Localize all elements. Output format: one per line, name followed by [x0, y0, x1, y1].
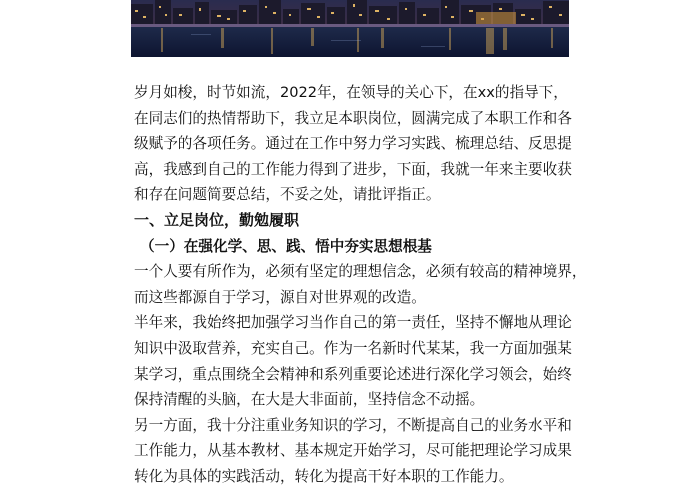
city-night-skyline [131, 0, 569, 57]
article-body [134, 80, 587, 490]
text-line: 工作能力，从基本教材、基本规定开始学习，尽可能把理论学习成果 [134, 442, 572, 460]
text-line: 一个人要有所作为，必须有坚定的理想信念，必须有较高的精神境界， [134, 263, 587, 281]
text-line: 高，我感到自己的工作能力得到了进步，下面，我就一年来主要收获 [134, 160, 572, 178]
text-line: 而这些都源自于学习，源自对世界观的改造。 [134, 288, 426, 306]
subsection-heading: （一）在强化学、思、践、悟中夯实思想根基 [140, 237, 432, 255]
text-line: 另一方面，我十分注重业务知识的学习，不断提高自己的业务水平和 [134, 416, 572, 434]
text-line: 转化为具体的实践活动，转化为提高干好本职的工作能力。 [134, 467, 514, 485]
text-line: 级赋予的各项任务。通过在工作中努力学习实践、梳理总结、反思提 [134, 135, 572, 153]
text-line: 某学习，重点围绕全会精神和系列重要论述进行深化学习领会，始终 [134, 365, 572, 383]
body-paragraph [134, 413, 574, 490]
body-paragraph [134, 259, 587, 310]
text-line: 在同志们的热情帮助下，我立足本职岗位，圆满完成了本职工作和各 [134, 109, 572, 127]
text-line: 和存在问题简要总结，不妥之处，请批评指正。 [134, 186, 441, 204]
text-line: 半年来，我始终把加强学习当作自己的第一责任，坚持不懈地从理论 [134, 314, 572, 332]
body-paragraph [134, 310, 574, 412]
intro-paragraph [134, 80, 574, 208]
text-line: 保持清醒的头脑，在大是大非面前，坚持信念不动摇。 [134, 391, 485, 409]
section-heading: 一、立足岗位，勤勉履职 [134, 210, 300, 229]
text-line: 岁月如梭，时节如流，2022年，在领导的关心下，在xx的指导下， [134, 84, 568, 101]
text-line: 知识中汲取营养，充实自己。作为一名新时代某某，我一方面加强某 [134, 339, 572, 357]
header-banner-image [131, 0, 569, 57]
